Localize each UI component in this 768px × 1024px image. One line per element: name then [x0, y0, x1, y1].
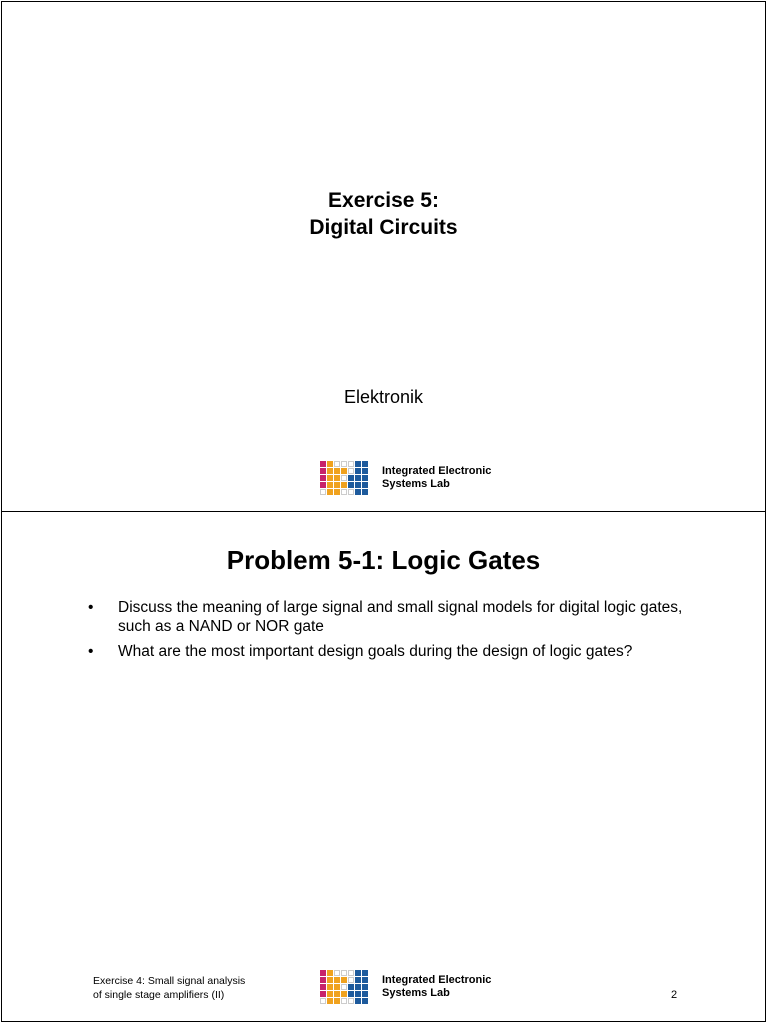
logo-square: [341, 984, 347, 990]
course-name: Elektronik: [343, 387, 424, 407]
logo-square: [348, 482, 354, 488]
bullet-item: [88, 598, 688, 636]
bullet-marker: •: [88, 599, 94, 616]
logo-square: [341, 970, 347, 976]
lab-logo-text: [382, 465, 491, 491]
slide-title: [2, 187, 765, 241]
logo-square: [320, 991, 326, 997]
logo-square: [327, 998, 333, 1004]
logo-square: [348, 475, 354, 481]
logo-square: [355, 991, 361, 997]
title-slide: [1, 1, 766, 512]
logo-square: [320, 482, 326, 488]
logo-square: [355, 984, 361, 990]
lab-logo-line1: Integrated Electronic: [382, 465, 492, 477]
logo-square: [334, 977, 340, 983]
lab-logo-icon: [320, 970, 368, 1004]
logo-square: [327, 977, 333, 983]
logo-square: [327, 468, 333, 474]
logo-square: [341, 489, 347, 495]
logo-square: [320, 475, 326, 481]
logo-square: [348, 984, 354, 990]
logo-square: [362, 468, 368, 474]
logo-square: [320, 970, 326, 976]
logo-square: [348, 991, 354, 997]
logo-square: [341, 977, 347, 983]
logo-square: [334, 468, 340, 474]
logo-square: [362, 998, 368, 1004]
logo-square: [362, 991, 368, 997]
lab-logo-line2: Systems Lab: [382, 987, 450, 999]
lab-logo-text: [382, 974, 491, 1000]
logo-square: [355, 461, 361, 467]
logo-square: [341, 482, 347, 488]
logo-square: [334, 970, 340, 976]
logo-square: [334, 475, 340, 481]
logo-square: [348, 977, 354, 983]
bullet-item: [88, 642, 688, 661]
logo-square: [348, 468, 354, 474]
logo-square: [362, 977, 368, 983]
page-number: 2: [671, 989, 678, 1001]
logo-square: [341, 468, 347, 474]
lab-logo: [320, 970, 491, 1004]
slide-title-line2: Digital Circuits: [309, 216, 458, 239]
logo-square: [334, 461, 340, 467]
logo-square: [362, 482, 368, 488]
logo-square: [355, 468, 361, 474]
logo-square: [362, 984, 368, 990]
bullet-text: What are the most important design goals during the design of logic gates?: [118, 643, 633, 660]
logo-square: [348, 970, 354, 976]
logo-square: [334, 489, 340, 495]
logo-square: [320, 468, 326, 474]
logo-square: [341, 998, 347, 1004]
logo-square: [355, 970, 361, 976]
lab-logo: [320, 461, 491, 495]
logo-square: [320, 977, 326, 983]
logo-square: [327, 475, 333, 481]
footer-text: Exercise 4: Small signal analysis of single stage amplifiers (II): [93, 975, 246, 1001]
problem-slide: [1, 511, 766, 1022]
logo-square: [327, 984, 333, 990]
lab-logo-line2: Systems Lab: [382, 478, 450, 490]
logo-square: [348, 461, 354, 467]
bullet-text: Discuss the meaning of large signal and small signal models for digital logic gates, such as a NAND or NOR gate: [118, 599, 683, 635]
logo-square: [362, 970, 368, 976]
logo-square: [327, 482, 333, 488]
logo-square: [334, 984, 340, 990]
logo-square: [355, 482, 361, 488]
logo-square: [355, 489, 361, 495]
logo-square: [334, 998, 340, 1004]
lab-logo-icon: [320, 461, 368, 495]
logo-square: [348, 998, 354, 1004]
logo-square: [362, 461, 368, 467]
bullet-marker: •: [88, 643, 94, 660]
logo-square: [348, 489, 354, 495]
logo-square: [334, 482, 340, 488]
logo-square: [355, 475, 361, 481]
logo-square: [341, 461, 347, 467]
logo-square: [362, 489, 368, 495]
logo-square: [341, 991, 347, 997]
logo-square: [334, 991, 340, 997]
logo-square: [320, 998, 326, 1004]
logo-square: [320, 461, 326, 467]
logo-square: [327, 970, 333, 976]
logo-square: [355, 998, 361, 1004]
logo-square: [362, 475, 368, 481]
logo-square: [341, 475, 347, 481]
logo-square: [327, 461, 333, 467]
problem-title: Problem 5-1: Logic Gates: [226, 545, 541, 575]
slide-title-line1: Exercise 5:: [328, 189, 439, 212]
lab-logo-line1: Integrated Electronic: [382, 974, 492, 986]
logo-square: [327, 991, 333, 997]
logo-square: [320, 489, 326, 495]
bullet-list: [88, 598, 688, 667]
logo-square: [320, 984, 326, 990]
logo-square: [327, 489, 333, 495]
logo-square: [355, 977, 361, 983]
